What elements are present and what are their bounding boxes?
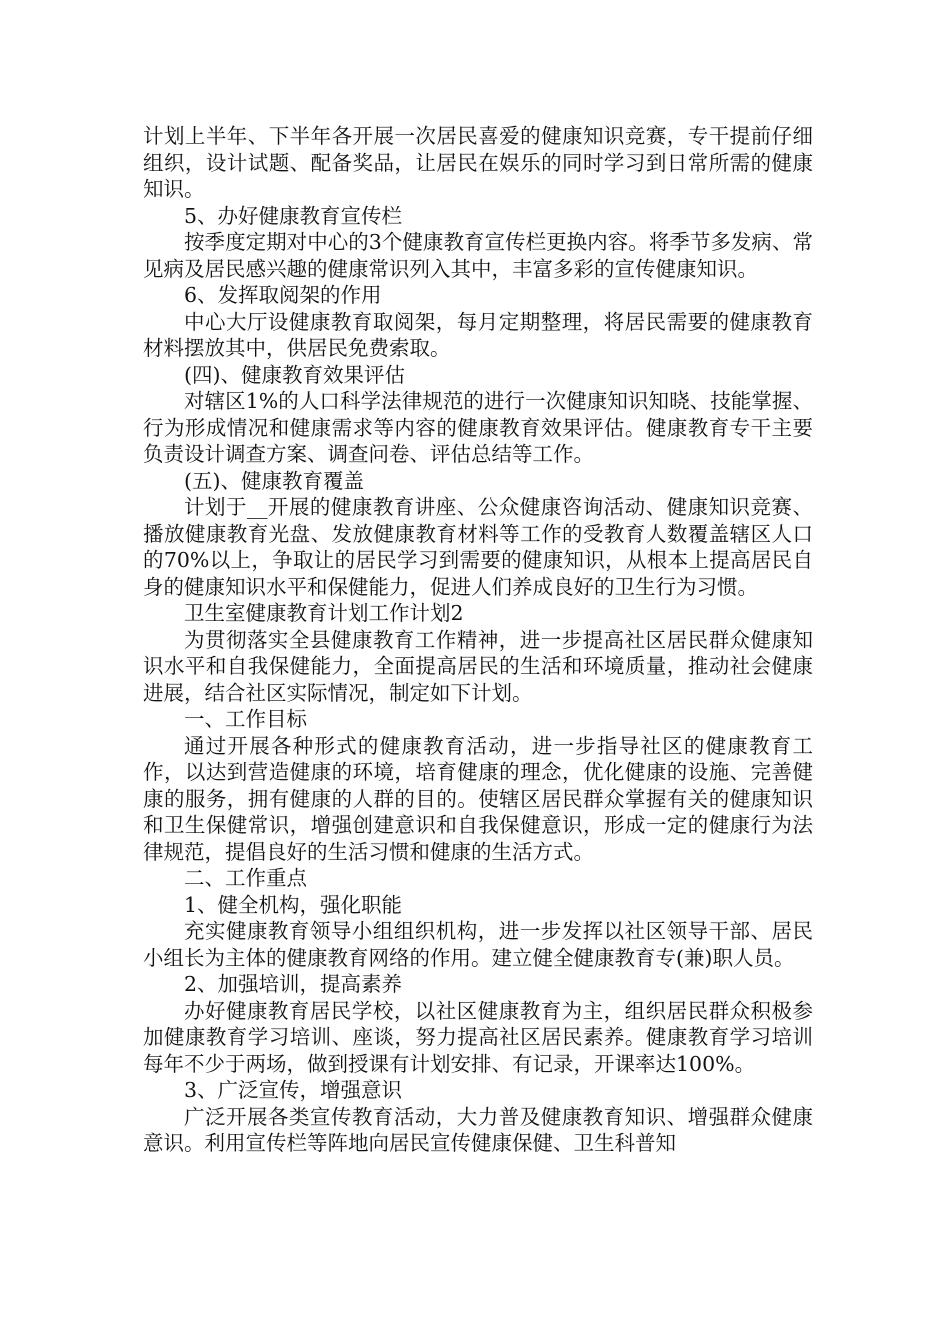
subheading-organization: 1、健全机构，强化职能 <box>184 892 403 917</box>
document-body <box>143 123 813 1157</box>
paragraph-evaluation: 对辖区1%的人口科学法律规范的进行一次健康知识知晓、技能掌握、行为形成情况和健康需求等内容的健康教育效果评估。健康教育专干主要负责设计调查方案、调查问卷、评估总结等工作。 <box>143 389 813 466</box>
paragraph-intro: 为贯彻落实全县健康教育工作精神，进一步提高社区居民群众健康知识水平和自我保健能力，全面提高居民的生活和环境质量，推动社会健康进展，结合社区实际情况，制定如下计划。 <box>143 627 813 705</box>
section-heading-key-points: 二、工作重点 <box>184 866 307 890</box>
section-heading-goals: 一、工作目标 <box>184 707 307 731</box>
paragraph-continuation: 计划上半年、下半年各开展一次居民喜爱的健康知识竞赛，专干提前仔细组织，设计试题、配备奖品，让居民在娱乐的同时学习到日常所需的健康知识。 <box>143 124 813 201</box>
paragraph-bulletin-board: 按季度定期对中心的3个健康教育宣传栏更换内容。将季节多发病、常见病及居民感兴趣的健康常识列入其中，丰富多彩的宣传健康知识。 <box>143 230 813 281</box>
section-heading-coverage: (五)、健康教育覆盖 <box>184 468 364 493</box>
paragraph-publicity: 广泛开展各类宣传教育活动，大力普及健康教育知识、增强群众健康意识。利用宣传栏等阵地向居民宣传健康保健、卫生科普知 <box>143 1104 813 1155</box>
paragraph-reading-rack: 中心大厅设健康教育取阅架，每月定期整理，将居民需要的健康教育材料摆放其中，供居民免费索取。 <box>143 309 813 360</box>
paragraph-training: 办好健康教育居民学校，以社区健康教育为主，组织居民群众积极参加健康教育学习培训、座谈，努力提高社区居民素养。健康教育学习培训每年不少于两场，做到授课有计划安排、有记录，开课率达100%。 <box>143 998 813 1076</box>
section-heading-bulletin-board: 5、办好健康教育宣传栏 <box>184 203 403 228</box>
paragraph-coverage: 计划于__开展的健康教育讲座、公众健康咨询活动、健康知识竞赛、播放健康教育光盘、发放健康教育材料等工作的受教育人数覆盖辖区人口的70%以上，争取让的居民学习到需要的健康知识，从根本上提高居民自身的健康知识水平和保健能力，促进人们养成良好的卫生行为习惯。 <box>143 495 813 599</box>
subheading-publicity: 3、广泛宣传，增强意识 <box>184 1078 403 1102</box>
paragraph-goals: 通过开展各种形式的健康教育活动，进一步指导社区的健康教育工作，以达到营造健康的环境，培育健康的理念，优化健康的设施、完善健康的服务，拥有健康的人群的目的。使辖区居民群众掌握有关的健康知识和卫生保健常识，增强创建意识和自我保健意识，形成一定的健康行为法律规范，提倡良好的生活习惯和健康的生活方式。 <box>143 733 813 864</box>
section-heading-reading-rack: 6、发挥取阅架的作用 <box>184 283 382 307</box>
subheading-training: 2、加强培训，提高素养 <box>184 972 403 996</box>
paragraph-organization: 充实健康教育领导小组组织机构，进一步发挥以社区领导干部、居民小组长为主体的健康教育网络的作用。建立健全健康教育专(兼)职人员。 <box>143 919 813 970</box>
document-title-plan-2: 卫生室健康教育计划工作计划2 <box>184 601 464 625</box>
section-heading-evaluation: (四)、健康教育效果评估 <box>184 362 405 387</box>
